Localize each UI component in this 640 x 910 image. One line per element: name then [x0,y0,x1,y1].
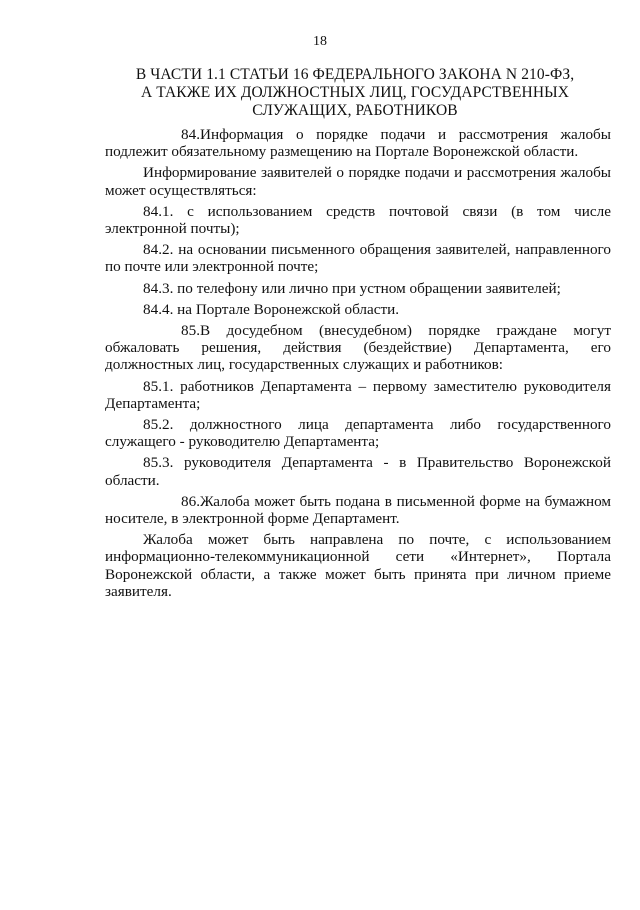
section-heading [105,66,605,120]
heading-line-2: А ТАКЖЕ ИХ ДОЛЖНОСТНЫХ ЛИЦ, ГОСУДАРСТВЕННЫХ [140,84,570,101]
paragraph-84-4: 84.4. на Портале Воронежской области. [143,300,400,318]
paragraph-text: Жалоба может быть подана в письменной форме на бумажном носителе, в электронной форме Департамент. [105,492,611,528]
paragraph-84-3: 84.3. по телефону или лично при устном обращении заявителей; [143,279,561,297]
paragraph-text: Информация о порядке подачи и рассмотрения жалобы подлежит обязательному размещению на Портале Воронежской области. [105,126,611,161]
heading-line-1: В ЧАСТИ 1.1 СТАТЬИ 16 ФЕДЕРАЛЬНОГО ЗАКОНА N 210-ФЗ, [135,66,575,83]
paragraph-84-2: 84.2. на основании письменного обращения заявителей, направленного по почте или электронной почте; [105,241,611,276]
paragraph-85-2: 85.2. должностного лица департамента либо государственного служащего - руководителю Департамента; [105,416,611,451]
paragraph-number: 86. [181,492,200,510]
heading-line-3: СЛУЖАЩИХ, РАБОТНИКОВ [252,102,458,119]
paragraph-number: 84. [181,126,200,143]
paragraph-86-more: Жалоба может быть направлена по почте, с использованием информационно-телекоммуникационной сети «Интернет», Портала Воронежской области, а также может быть принята при личном приеме заявителя. [105,531,611,600]
paragraph-84 [105,126,611,160]
paragraph-84-info: Информирование заявителей о порядке подачи и рассмотрения жалобы может осуществляться: [105,164,611,199]
paragraph-84-1: 84.1. с использованием средств почтовой связи (в том числе электронной почты); [105,202,611,238]
paragraph-86 [105,493,611,527]
paragraph-85-1: 85.1. работников Департамента – первому заместителю руководителя Департамента; [105,377,611,412]
paragraph-85 [105,322,611,374]
paragraph-text: В досудебном (внесудебном) порядке граждане могут обжаловать решения, действия (бездействие) Департамента, его должностных лиц, государственных служащих и работников: [105,322,611,374]
paragraph-number: 85. [181,322,200,340]
page-number: 18 [313,34,327,49]
paragraph-85-3: 85.3. руководителя Департамента - в Правительство Воронежской области. [105,454,611,489]
document-body [105,126,611,604]
